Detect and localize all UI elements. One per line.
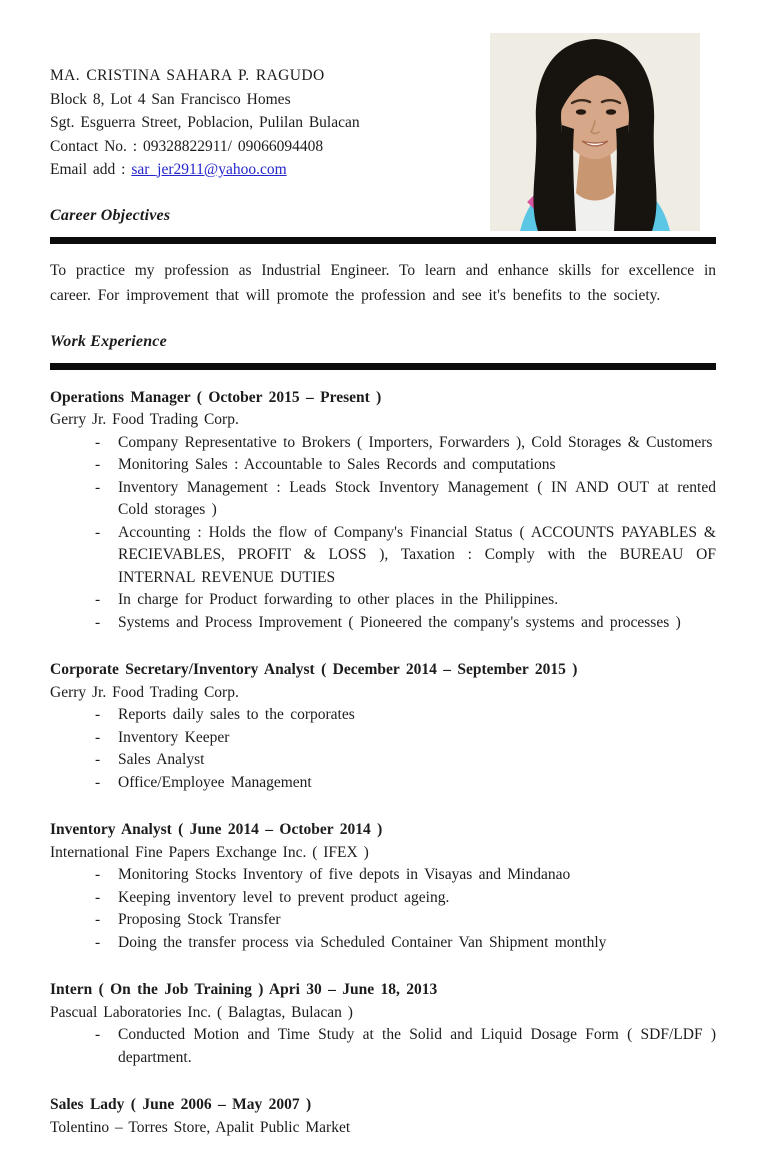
job-bullet [50,749,716,772]
bullet-dash: - [95,478,101,496]
job-bullets [50,432,716,635]
email-line [50,158,716,182]
job-bullet [50,727,716,750]
resume-content [50,64,716,1139]
job-entry-corporate-secretary [50,659,716,794]
career-objectives-text: To practice my profession as Industrial Engineer. To learn and enhance skills for excellence in career. For improvement that will promote the profession and see it's benefits to the society. [50,261,716,304]
job-company: Gerry Jr. Food Trading Corp. [50,683,239,701]
bullet-dash: - [95,773,101,791]
bullet-text: Sales Analyst [118,751,205,768]
job-entry-operations-manager [50,387,716,635]
job-title: Operations Manager ( October 2015 – Present ) [50,388,382,406]
bullet-dash: - [95,1026,101,1043]
bullet-text: Proposing Stock Transfer [118,911,281,928]
bullet-dash: - [95,591,101,608]
job-company: International Fine Papers Exchange Inc. ( IFEX ) [50,843,369,861]
job-bullet [50,932,716,955]
bullet-text: Accounting : Holds the flow of Company's Financial Status ( ACCOUNTS PAYABLES & RECIEVABLES, PROFIT & LOSS ), Taxation : Comply with the BUREAU OF INTERNAL REVENUE DUTIES [118,523,716,586]
bullet-text: Company Representative to Brokers ( Importers, Forwarders ), Cold Storages & Customers [118,433,713,451]
bullet-text: Conducted Motion and Time Study at the Solid and Liquid Dosage Form ( SDF/LDF ) department. [118,1026,716,1066]
job-title: Corporate Secretary/Inventory Analyst ( December 2014 – September 2015 ) [50,661,578,678]
bullet-text: Keeping inventory level to prevent product ageing. [118,888,450,906]
job-bullet [50,612,716,635]
job-bullet [50,522,716,590]
job-bullet [50,772,716,795]
job-entry-sales-lady [50,1094,716,1139]
job-title: Inventory Analyst ( June 2014 – October 2014 ) [50,821,383,838]
job-title: Sales Lady ( June 2006 – May 2007 ) [50,1096,312,1113]
job-bullets [50,1024,716,1069]
job-title: Intern ( On the Job Training ) Apri 30 – June 18, 2013 [50,981,438,998]
bullet-dash: - [95,456,101,473]
job-bullet [50,432,716,455]
bullet-dash: - [95,866,101,883]
bullet-text: Doing the transfer process via Scheduled Container Van Shipment monthly [118,933,607,951]
bullet-dash: - [95,751,101,768]
bullet-text: Inventory Management : Leads Stock Inventory Management ( IN AND OUT at rented Cold storages ) [118,478,716,518]
job-bullet [50,864,716,887]
bullet-text: Reports daily sales to the corporates [118,706,355,723]
bullet-text: Inventory Keeper [118,728,230,746]
bullet-dash: - [95,433,101,451]
bullet-text: Systems and Process Improvement ( Pioneered the company's systems and processes ) [118,613,681,631]
bullet-dash: - [95,706,101,723]
work-experience-heading: Work Experience [50,332,167,350]
bullet-dash: - [95,728,101,746]
bullet-dash: - [95,911,101,928]
bullet-dash: - [95,523,101,541]
bullet-text: Office/Employee Management [118,773,312,791]
job-entry-intern [50,979,716,1069]
job-bullet [50,477,716,522]
job-company: Gerry Jr. Food Trading Corp. [50,411,239,428]
bullet-dash: - [95,888,101,906]
job-bullets [50,704,716,794]
career-objectives-divider [50,237,716,244]
bullet-text: In charge for Product forwarding to other places in the Philippines. [118,591,559,608]
job-company: Tolentino – Torres Store, Apalit Public Market [50,1118,351,1136]
address-line-1: Block 8, Lot 4 San Francisco Homes [50,90,291,108]
bullet-dash: - [95,613,101,631]
contact-number: Contact No. : 09328822911/ 09066094408 [50,137,324,155]
email-label: Email add : [50,161,132,178]
career-objectives-heading: Career Objectives [50,206,171,224]
job-bullet [50,909,716,932]
job-bullet [50,887,716,910]
bullet-text: Monitoring Stocks Inventory of five depots in Visayas and Mindanao [118,866,571,883]
job-bullet [50,589,716,612]
job-bullets [50,864,716,954]
person-name: MA. CRISTINA SAHARA P. RAGUDO [50,67,325,84]
job-company: Pascual Laboratories Inc. ( Balagtas, Bulacan ) [50,1003,353,1021]
job-entry-inventory-analyst [50,819,716,954]
bullet-dash: - [95,933,101,951]
email-link[interactable]: sar_jer2911@yahoo.com [131,161,287,178]
job-bullet [50,454,716,477]
contact-header [50,64,716,182]
bullet-text: Monitoring Sales : Accountable to Sales Records and computations [118,456,556,473]
job-bullet [50,1024,716,1069]
address-line-2: Sgt. Esguerra Street, Poblacion, Pulilan Bulacan [50,114,360,131]
work-experience-divider [50,363,716,370]
job-bullet [50,704,716,727]
